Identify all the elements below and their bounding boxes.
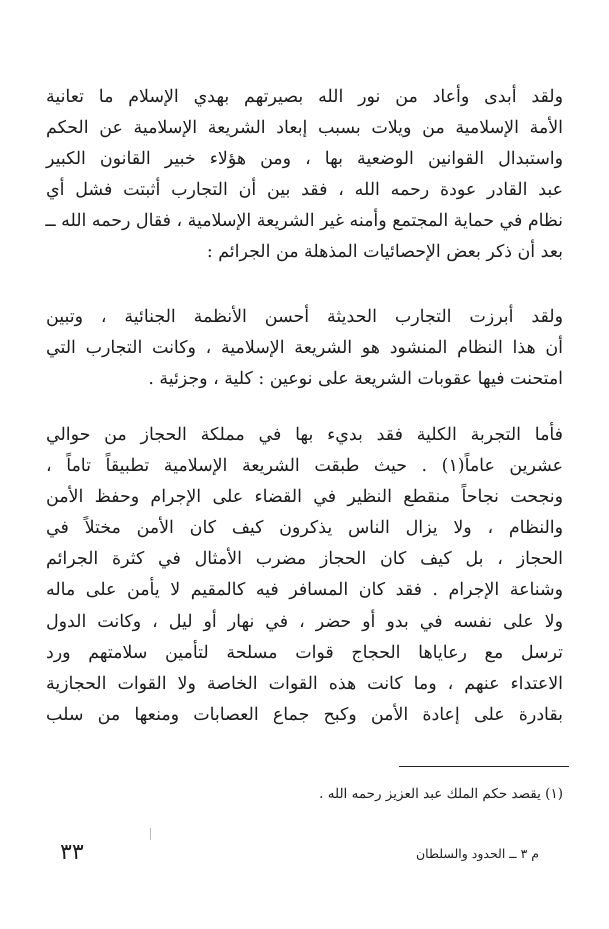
text-line: ترسل مع رعاياها الحجاج قوات مسلحة لتأمين سلامتهم ورد [46,642,563,663]
text-line: عشرين عاماً(١) . حيث طبقت الشريعة الإسلامية تطبيقاً تاماً ، [46,456,563,477]
text-line: الاعتداء عنهم ، وما كانت هذه القوات الخاصة ولا القوات الحجازية [46,673,563,694]
text-line: والنظام ، ولا يزال الناس يذكرون كيف كان الأمن مختلاً في [46,518,563,539]
text-line: نظام في حماية المجتمع وأمنه غير الشريعة الإسلامية ، فقال رحمه الله ــ [45,211,563,232]
text-line: ونجحت نجاحاً منقطع النظير في القضاء على الإجرام وحفظ الأمن [46,487,563,508]
text-line: الأمة الإسلامية من ويلات بسبب إبعاد الشريعة الإسلامية عن الحكم [46,118,563,139]
paragraph-3 [46,420,563,731]
paragraph-1 [46,82,563,269]
print-mark [150,828,151,840]
text-line: امتحنت فيها عقوبات الشريعة على نوعين : كلية ، وجزئية . [148,369,563,390]
text-line: فأما التجربة الكلية فقد بديء بها في مملكة الحجاز من حوالي [46,425,563,445]
footnote-divider [399,766,569,767]
text-line: ولا على نفسه في بدو أو حضر ، في نهار أو ليل ، وكانت الدول [46,611,563,632]
text-line: أن هذا النظام المنشود هو الشريعة الإسلامية ، وكانت التجارب التي [46,338,563,359]
text-line: عبد القادر عودة رحمه الله ، فقد بين أن التجارب أثبتت فشل أي [46,180,563,201]
text-line: الحجاز ، بل كيف كان الحجاز مضرب الأمثال في كثرة الجرائم [46,549,563,570]
paragraph-2 [46,302,563,395]
page-number: ٣٣ [60,840,84,865]
text-line: بقادرة على إعادة الأمن وكبح جماع العصابات ومنعها من سلب [46,704,563,725]
running-footer: م ٣ ــ الحدود والسلطان [415,846,539,861]
footnote: (١) يقصد حكم الملك عبد العزيز رحمه الله . [319,786,563,802]
text-line: واستبدال القوانين الوضعية بها ، ومن هؤلاء خبير القانون الكبير [46,149,563,170]
text-line: بعد أن ذكر بعض الإحصائيات المذهلة من الجرائم : [206,242,563,263]
text-line: ولقد أبرزت التجارب الحديثة أحسن الأنظمة الجنائية ، وتبين [46,307,563,327]
text-line: وشناعة الإجرام . فقد كان المسافر فيه كالمقيم لا يأمن على ماله [46,580,563,601]
text-line: ولقد أبدى وأعاد من نور الله بصيرتهم بهدي الإسلام ما تعانية [46,87,563,107]
